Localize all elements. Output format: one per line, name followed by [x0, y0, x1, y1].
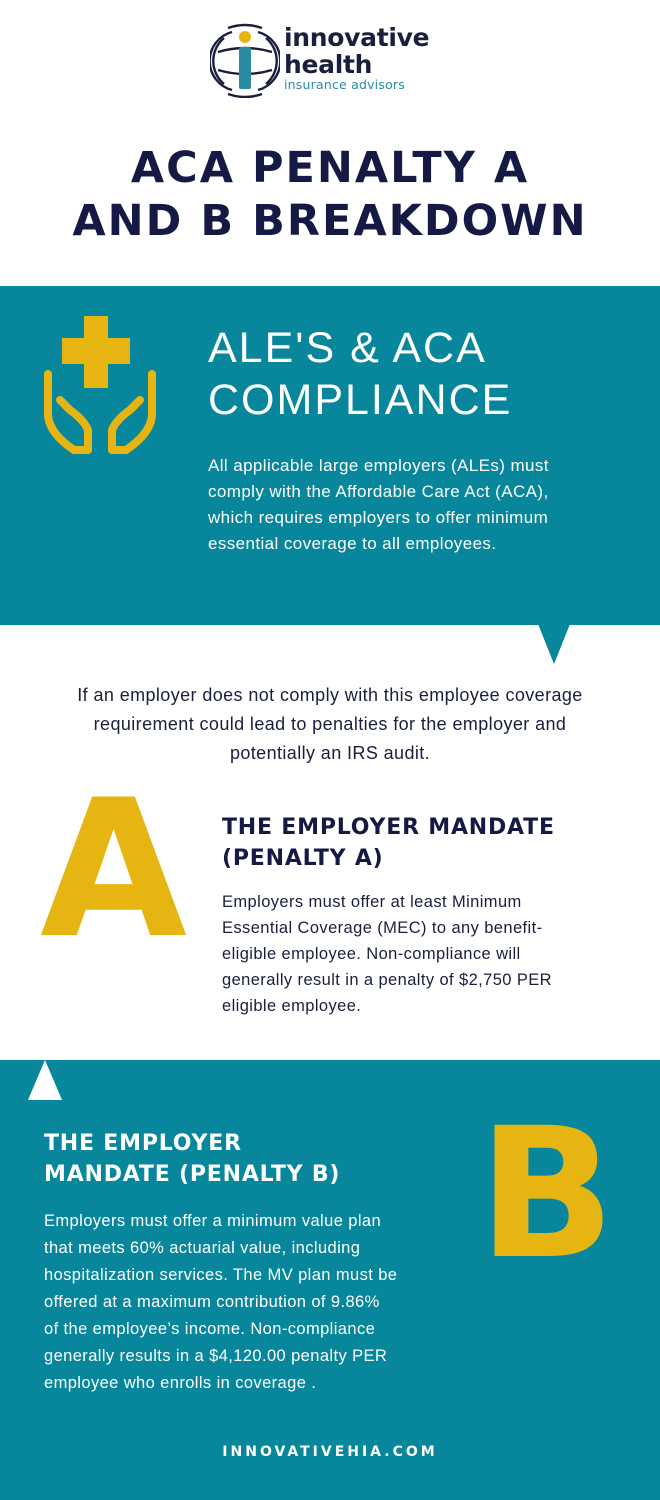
- globe-i-logo-icon: [210, 22, 280, 98]
- brand-name-line2: health: [284, 50, 373, 79]
- penalty-a-body-line: eligible employee. Non-compliance will: [222, 945, 521, 963]
- penalty-a-letter: A: [40, 759, 188, 980]
- penalty-b-body: [44, 1208, 464, 1397]
- hands-holding-medical-cross-icon: [40, 316, 160, 456]
- penalty-b-body-line: offered at a maximum contribution of 9.86%: [44, 1293, 380, 1311]
- brand-wordmark: [284, 24, 429, 92]
- speech-pointer-down: [538, 624, 570, 664]
- speech-pointer-up: [28, 1060, 62, 1100]
- penalty-b-title: [44, 1128, 424, 1190]
- penalty-b-body-line: that meets 60% actuarial value, including: [44, 1239, 361, 1257]
- brand-tagline: insurance advisors: [284, 77, 405, 92]
- penalty-a-body-line: Essential Coverage (MEC) to any benefit-: [222, 919, 543, 937]
- brand-logo[interactable]: [210, 22, 470, 98]
- intro-line: requirement could lead to penalties for the employer and: [93, 714, 567, 734]
- intro-line: If an employer does not comply with this employee coverage: [77, 685, 583, 705]
- ale-body-line: which requires employers to offer minimum: [208, 508, 549, 527]
- footer-website-link[interactable]: INNOVATIVEHIA.COM: [222, 1444, 438, 1460]
- penalty-b-body-line: of the employee’s income. Non-compliance: [44, 1320, 376, 1338]
- ale-section-title: [208, 322, 512, 426]
- penalty-a-body-line: eligible employee.: [222, 997, 362, 1015]
- ale-section-body: [208, 453, 628, 557]
- penalty-b-body-line: Employers must offer a minimum value plan: [44, 1212, 382, 1230]
- ale-body-line: comply with the Affordable Care Act (ACA),: [208, 482, 549, 501]
- ale-section-title-line2: COMPLIANCE: [208, 376, 513, 424]
- ale-body-line: essential coverage to all employees.: [208, 534, 497, 553]
- ale-section-title-line1: ALE'S & ACA: [208, 324, 487, 372]
- penalty-a-body-line: Employers must offer at least Minimum: [222, 893, 522, 911]
- penalty-a-title-line2: (PENALTY A): [222, 846, 384, 871]
- brand-name-line1: innovative: [284, 23, 430, 52]
- header: [0, 0, 660, 286]
- penalty-a-body: [222, 889, 622, 1019]
- penalty-b-body-line: hospitalization services. The MV plan must be: [44, 1266, 398, 1284]
- ale-body-line: All applicable large employers (ALEs) must: [208, 456, 549, 475]
- page-title-line1: ACA PENALTY A: [130, 143, 530, 193]
- ale-compliance-section: [0, 286, 660, 625]
- intro-line: potentially an IRS audit.: [229, 743, 431, 763]
- penalty-b-section: [0, 1060, 660, 1500]
- penalty-intro-text: [20, 681, 640, 768]
- page-title-line2: AND B BREAKDOWN: [72, 196, 588, 246]
- penalty-b-body-line: employee who enrolls in coverage .: [44, 1374, 317, 1392]
- page-title: [0, 142, 660, 248]
- penalty-b-letter: B: [478, 1090, 616, 1299]
- penalty-b-title-line2: MANDATE (PENALTY B): [44, 1162, 341, 1187]
- penalty-b-body-line: generally results in a $4,120.00 penalty PER: [44, 1347, 388, 1365]
- penalty-a-title-line1: THE EMPLOYER MANDATE: [222, 815, 555, 840]
- penalty-a-title: [222, 812, 642, 874]
- penalty-a-body-line: generally result in a penalty of $2,750 PER: [222, 971, 552, 989]
- penalty-b-title-line1: THE EMPLOYER: [44, 1131, 242, 1156]
